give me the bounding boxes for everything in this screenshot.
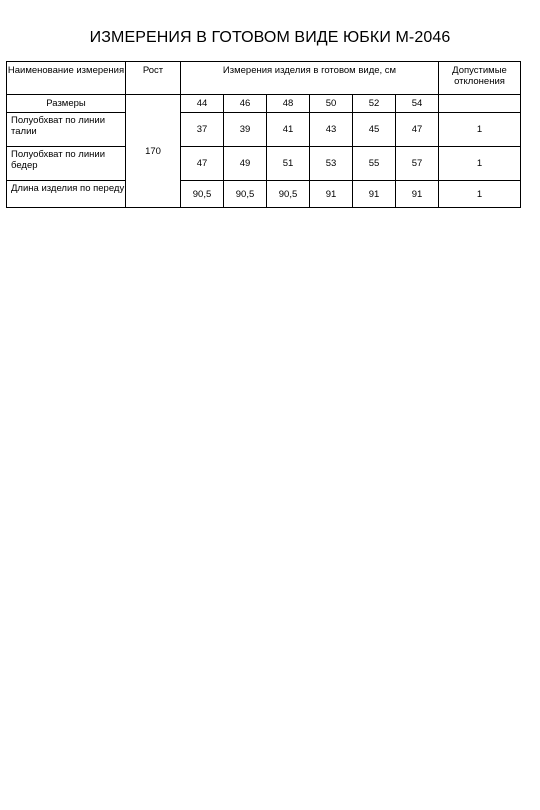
value-cell: 49	[224, 147, 267, 181]
size-cell: 54	[396, 95, 439, 113]
value-cell: 43	[310, 113, 353, 147]
header-name-cell: Наименование измерения	[7, 62, 126, 95]
value-cell: 51	[267, 147, 310, 181]
growth-value-cell: 170	[126, 95, 181, 208]
value-cell: 91	[396, 181, 439, 208]
size-cell: 44	[181, 95, 224, 113]
table-row	[7, 147, 521, 181]
value-cell: 41	[267, 113, 310, 147]
row-name-cell: Длина изделия по переду	[7, 181, 126, 208]
size-cell: 48	[267, 95, 310, 113]
value-cell: 90,5	[224, 181, 267, 208]
value-cell: 37	[181, 113, 224, 147]
sizes-label-cell: Размеры	[7, 95, 126, 113]
measurements-table	[6, 61, 521, 208]
table-header-row	[7, 62, 521, 95]
tolerance-cell: 1	[439, 113, 521, 147]
value-cell: 55	[353, 147, 396, 181]
table-row	[7, 181, 521, 208]
document-title: ИЗМЕРЕНИЯ В ГОТОВОМ ВИДЕ ЮБКИ М-2046	[89, 29, 451, 46]
size-cell: 50	[310, 95, 353, 113]
table-row	[7, 113, 521, 147]
value-cell: 91	[353, 181, 396, 208]
row-name-cell: Полуобхват по линии талии	[7, 113, 126, 147]
sizes-row	[7, 95, 521, 113]
size-cell: 46	[224, 95, 267, 113]
empty-tolerance-cell	[439, 95, 521, 113]
header-tolerance-cell: Допустимые отклонения	[439, 62, 521, 95]
value-cell: 53	[310, 147, 353, 181]
row-name-cell: Полуобхват по линии бедер	[7, 147, 126, 181]
value-cell: 90,5	[181, 181, 224, 208]
size-cell: 52	[353, 95, 396, 113]
value-cell: 45	[353, 113, 396, 147]
value-cell: 47	[396, 113, 439, 147]
value-cell: 47	[181, 147, 224, 181]
value-cell: 57	[396, 147, 439, 181]
tolerance-cell: 1	[439, 147, 521, 181]
header-growth-cell: Рост	[126, 62, 181, 95]
header-measurements-cell: Измерения изделия в готовом виде, см	[181, 62, 439, 95]
tolerance-cell: 1	[439, 181, 521, 208]
value-cell: 90,5	[267, 181, 310, 208]
value-cell: 91	[310, 181, 353, 208]
value-cell: 39	[224, 113, 267, 147]
